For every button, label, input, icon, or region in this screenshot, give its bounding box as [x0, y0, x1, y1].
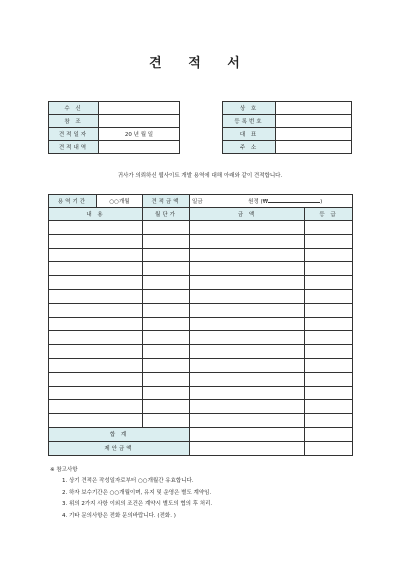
column-header-grade: 등 급: [305, 208, 353, 221]
estimate-date-label: 견적일자: [49, 128, 99, 141]
item-grade-cell[interactable]: [305, 414, 353, 428]
item-monthly-price-cell[interactable]: [143, 317, 190, 331]
item-monthly-price-cell[interactable]: [143, 386, 190, 400]
item-content-cell[interactable]: [49, 414, 143, 428]
item-grade-cell[interactable]: [305, 386, 353, 400]
item-monthly-price-cell[interactable]: [143, 221, 190, 235]
note-item: 4. 기타 문의사항은 전화 문의바랍니다. (전화. ): [62, 512, 176, 519]
supplier-info-table: [222, 101, 352, 154]
service-period-label: 용역기간: [49, 195, 97, 208]
company-name-value[interactable]: [276, 102, 352, 115]
notes-title: ※ 참고사항: [50, 467, 78, 473]
item-row: [49, 372, 353, 386]
item-row: [49, 331, 353, 345]
item-content-cell[interactable]: [49, 248, 143, 262]
item-amount-cell[interactable]: [190, 289, 305, 303]
representative-value[interactable]: [276, 128, 352, 141]
company-name-label: 상 호: [223, 102, 276, 115]
item-grade-cell[interactable]: [305, 372, 353, 386]
note-item: 2. 하자 보수기간은 ○○개월이며, 유지 및 운영은 별도 계약임.: [62, 489, 212, 496]
total-grade[interactable]: [305, 427, 353, 441]
item-row: [49, 276, 353, 290]
item-content-cell[interactable]: [49, 386, 143, 400]
column-header-monthly-price: 월단가: [143, 208, 190, 221]
item-amount-cell[interactable]: [190, 386, 305, 400]
amount-close: ): [320, 199, 323, 205]
item-amount-cell[interactable]: [190, 372, 305, 386]
item-row: [49, 400, 353, 414]
item-monthly-price-cell[interactable]: [143, 331, 190, 345]
item-grade-cell[interactable]: [305, 276, 353, 290]
item-monthly-price-cell[interactable]: [143, 400, 190, 414]
item-amount-cell[interactable]: [190, 414, 305, 428]
item-row: [49, 358, 353, 372]
item-content-cell[interactable]: [49, 289, 143, 303]
item-amount-cell[interactable]: [190, 317, 305, 331]
item-content-cell[interactable]: [49, 317, 143, 331]
registration-number-value[interactable]: [276, 115, 352, 128]
item-content-cell[interactable]: [49, 358, 143, 372]
item-row: [49, 317, 353, 331]
recipient-info-table: [48, 101, 180, 154]
item-grade-cell[interactable]: [305, 262, 353, 276]
item-monthly-price-cell[interactable]: [143, 358, 190, 372]
estimate-amount-field[interactable]: [190, 195, 353, 208]
proposal-label: 제안금액: [49, 441, 190, 455]
item-grade-cell[interactable]: [305, 317, 353, 331]
proposal-grade[interactable]: [305, 441, 353, 455]
item-amount-cell[interactable]: [190, 345, 305, 359]
item-amount-cell[interactable]: [190, 276, 305, 290]
item-monthly-price-cell[interactable]: [143, 289, 190, 303]
item-content-cell[interactable]: [49, 303, 143, 317]
item-row: [49, 289, 353, 303]
estimate-table: [48, 194, 353, 456]
total-label: 합 계: [49, 427, 190, 441]
item-monthly-price-cell[interactable]: [143, 234, 190, 248]
total-amount[interactable]: [190, 427, 305, 441]
item-content-cell[interactable]: [49, 400, 143, 414]
item-row: [49, 345, 353, 359]
item-row: [49, 414, 353, 428]
item-grade-cell[interactable]: [305, 248, 353, 262]
item-grade-cell[interactable]: [305, 289, 353, 303]
item-content-cell[interactable]: [49, 372, 143, 386]
item-monthly-price-cell[interactable]: [143, 372, 190, 386]
item-amount-cell[interactable]: [190, 358, 305, 372]
item-row: [49, 221, 353, 235]
estimate-details-label: 견적내역: [49, 141, 99, 154]
note-item: 3. 위의 2가지 사항 이외의 조건은 계약시 별도의 협의 후 처리.: [62, 501, 213, 507]
notes-list: [62, 476, 212, 522]
item-grade-cell[interactable]: [305, 358, 353, 372]
item-grade-cell[interactable]: [305, 345, 353, 359]
item-row: [49, 234, 353, 248]
item-row: [49, 262, 353, 276]
column-header-amount: 금 액: [190, 208, 305, 221]
estimate-details-value[interactable]: [99, 141, 180, 154]
note-item: 1. 상기 견적은 작성일자로부터 ○○개월간 유효합니다.: [62, 478, 194, 484]
item-grade-cell[interactable]: [305, 400, 353, 414]
service-period-value[interactable]: ○○개월: [97, 195, 143, 208]
document-title: 견 적 서: [149, 56, 251, 71]
proposal-amount[interactable]: [190, 441, 305, 455]
registration-number-label: 등록번호: [223, 115, 276, 128]
item-monthly-price-cell[interactable]: [143, 303, 190, 317]
column-header-content: 내 용: [49, 208, 143, 221]
item-content-cell[interactable]: [49, 345, 143, 359]
reference-value[interactable]: [99, 115, 180, 128]
item-monthly-price-cell[interactable]: [143, 345, 190, 359]
reference-label: 참 조: [49, 115, 99, 128]
estimate-amount-label: 견적금액: [143, 195, 190, 208]
representative-label: 대 표: [223, 128, 276, 141]
item-grade-cell[interactable]: [305, 221, 353, 235]
item-content-cell[interactable]: [49, 234, 143, 248]
item-monthly-price-cell[interactable]: [143, 248, 190, 262]
recipient-value[interactable]: [99, 102, 180, 115]
item-content-cell[interactable]: [49, 262, 143, 276]
item-monthly-price-cell[interactable]: [143, 262, 190, 276]
estimate-date-value[interactable]: 20 년 월 일: [99, 128, 180, 141]
address-label: 주 소: [223, 141, 276, 154]
item-content-cell[interactable]: [49, 276, 143, 290]
item-amount-cell[interactable]: [190, 234, 305, 248]
item-row: [49, 248, 353, 262]
item-amount-cell[interactable]: [190, 331, 305, 345]
item-content-cell[interactable]: [49, 221, 143, 235]
item-amount-cell[interactable]: [190, 400, 305, 414]
item-grade-cell[interactable]: [305, 234, 353, 248]
item-content-cell[interactable]: [49, 331, 143, 345]
item-amount-cell[interactable]: [190, 262, 305, 276]
item-amount-cell[interactable]: [190, 221, 305, 235]
item-grade-cell[interactable]: [305, 331, 353, 345]
address-value[interactable]: [276, 141, 352, 154]
item-grade-cell[interactable]: [305, 303, 353, 317]
intro-text: 귀사가 의뢰하신 웹사이트 개발 용역에 대해 아래와 같이 견적합니다.: [117, 173, 283, 179]
item-rows: [49, 221, 353, 428]
item-amount-cell[interactable]: [190, 248, 305, 262]
amount-prefix: 일금: [192, 199, 203, 205]
item-row: [49, 386, 353, 400]
recipient-label: 수 신: [49, 102, 99, 115]
item-monthly-price-cell[interactable]: [143, 276, 190, 290]
amount-blank-line: [268, 197, 323, 205]
amount-suffix: 원정 (₩: [248, 199, 269, 205]
item-monthly-price-cell[interactable]: [143, 414, 190, 428]
item-row: [49, 303, 353, 317]
item-amount-cell[interactable]: [190, 303, 305, 317]
